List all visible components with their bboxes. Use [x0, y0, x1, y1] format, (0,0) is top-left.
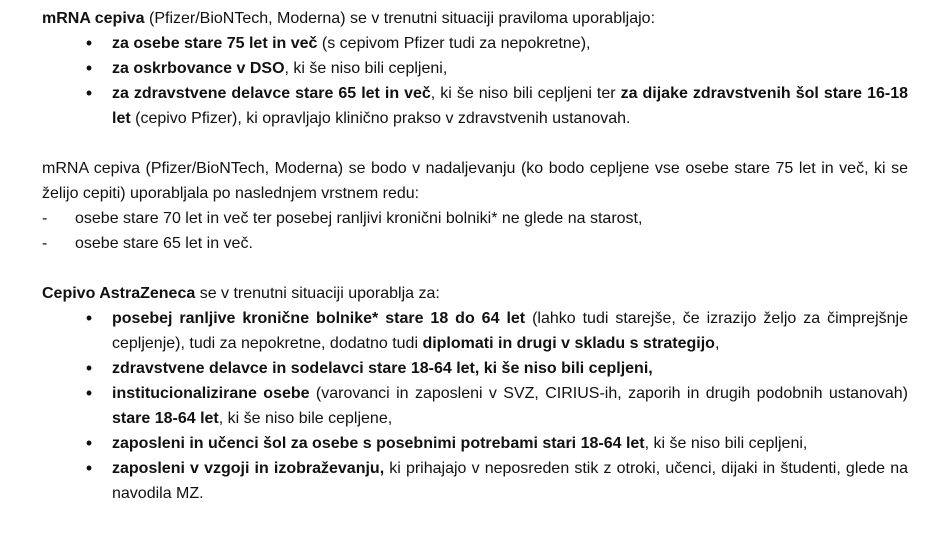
text-run: , ki še niso bili cepljeni, — [284, 60, 448, 77]
section3-bullet-list — [42, 306, 908, 506]
section1-intro — [42, 6, 908, 31]
text-run: za zdravstvene delavce stare 65 let in več — [112, 85, 431, 102]
list-item — [42, 31, 908, 56]
list-item — [42, 81, 908, 131]
text-run: mRNA cepiva — [42, 10, 145, 27]
bullet-icon: • — [85, 458, 93, 478]
text-run: (lahko tudi starejše, če izrazijo željo za čimprejšnje cepljenje), tudi za nepokretne, dodatno tudi — [112, 310, 908, 352]
paragraph-spacer — [42, 256, 908, 281]
text-run: (cepivo Pfizer), ki opravljajo klinično prakso v zdravstvenih ustanovah. — [130, 110, 631, 127]
list-item — [42, 306, 908, 356]
list-item-text: osebe stare 65 let in več. — [75, 235, 253, 252]
list-item — [42, 431, 908, 456]
bullet-icon: • — [85, 433, 93, 453]
text-run: zaposleni in učenci šol za osebe s posebnimi potrebami stari 18-64 let — [112, 435, 645, 452]
section3-intro — [42, 281, 908, 306]
list-item — [42, 231, 908, 256]
list-item — [42, 456, 908, 506]
text-run: (Pfizer/BioNTech, Moderna) se v trenutni situaciji praviloma uporabljajo: — [144, 10, 656, 27]
text-run: , ki še niso bili cepljeni, — [644, 435, 808, 452]
text-run: diplomati in drugi v skladu s strategijo — [422, 335, 715, 352]
list-item — [42, 381, 908, 431]
dash-marker: - — [42, 235, 48, 252]
text-run: za dijake zdravstvenih šol stare 16-18 let — [112, 85, 908, 127]
text-run: (s cepivom Pfizer tudi za nepokretne), — [317, 35, 591, 52]
text-run: zaposleni v vzgoji in izobraževanju, — [112, 460, 385, 477]
text-run: stare 18-64 let — [112, 410, 219, 427]
bullet-icon: • — [85, 308, 93, 328]
list-item-text: osebe stare 70 let in več ter posebej ranljivi kronični bolniki* ne glede na starost, — [75, 210, 643, 227]
bullet-icon: • — [85, 58, 93, 78]
text-run: ki prihajajo v neposreden stik z otroki, učenci, dijaki in študenti, glede na navodila MZ. — [112, 460, 909, 502]
document-page — [42, 6, 908, 506]
text-run: za osebe stare 75 let in več — [112, 35, 318, 52]
text-run: za oskrbovance v DSO — [112, 60, 285, 77]
list-item — [42, 206, 908, 231]
section2-dash-list — [42, 206, 908, 256]
bullet-icon: • — [85, 358, 93, 378]
text-run: (varovanci in zaposleni v SVZ, CIRIUS-ih, zaporih in drugih podobnih ustanovah) — [309, 385, 909, 402]
text-run: institucionalizirane osebe — [112, 385, 310, 402]
bullet-icon: • — [85, 83, 93, 103]
paragraph-spacer — [42, 131, 908, 156]
text-run: , — [714, 335, 720, 352]
text-run: , ki še niso bile cepljene, — [218, 410, 393, 427]
text-run: posebej ranljive kronične bolnike* stare 18 do 64 let — [112, 310, 526, 327]
section2-intro: mRNA cepiva (Pfizer/BioNTech, Moderna) se bodo v nadaljevanju (ko bodo cepljene vse osebe stare 75 let in več, ki se želijo cepiti) uporabljala po naslednjem vrstnem redu: — [42, 160, 908, 202]
text-run: zdravstvene delavce in sodelavci stare 18-64 let, ki še niso bili cepljeni, — [112, 360, 653, 377]
dash-marker: - — [42, 210, 48, 227]
section1-bullet-list — [42, 31, 908, 131]
text-run: se v trenutni situaciji uporablja za: — [195, 285, 440, 302]
text-run: , ki še niso bili cepljeni ter — [430, 85, 621, 102]
text-run: Cepivo AstraZeneca — [42, 285, 196, 302]
bullet-icon: • — [85, 383, 93, 403]
list-item — [42, 56, 908, 81]
bullet-icon: • — [85, 33, 93, 53]
list-item — [42, 356, 908, 381]
